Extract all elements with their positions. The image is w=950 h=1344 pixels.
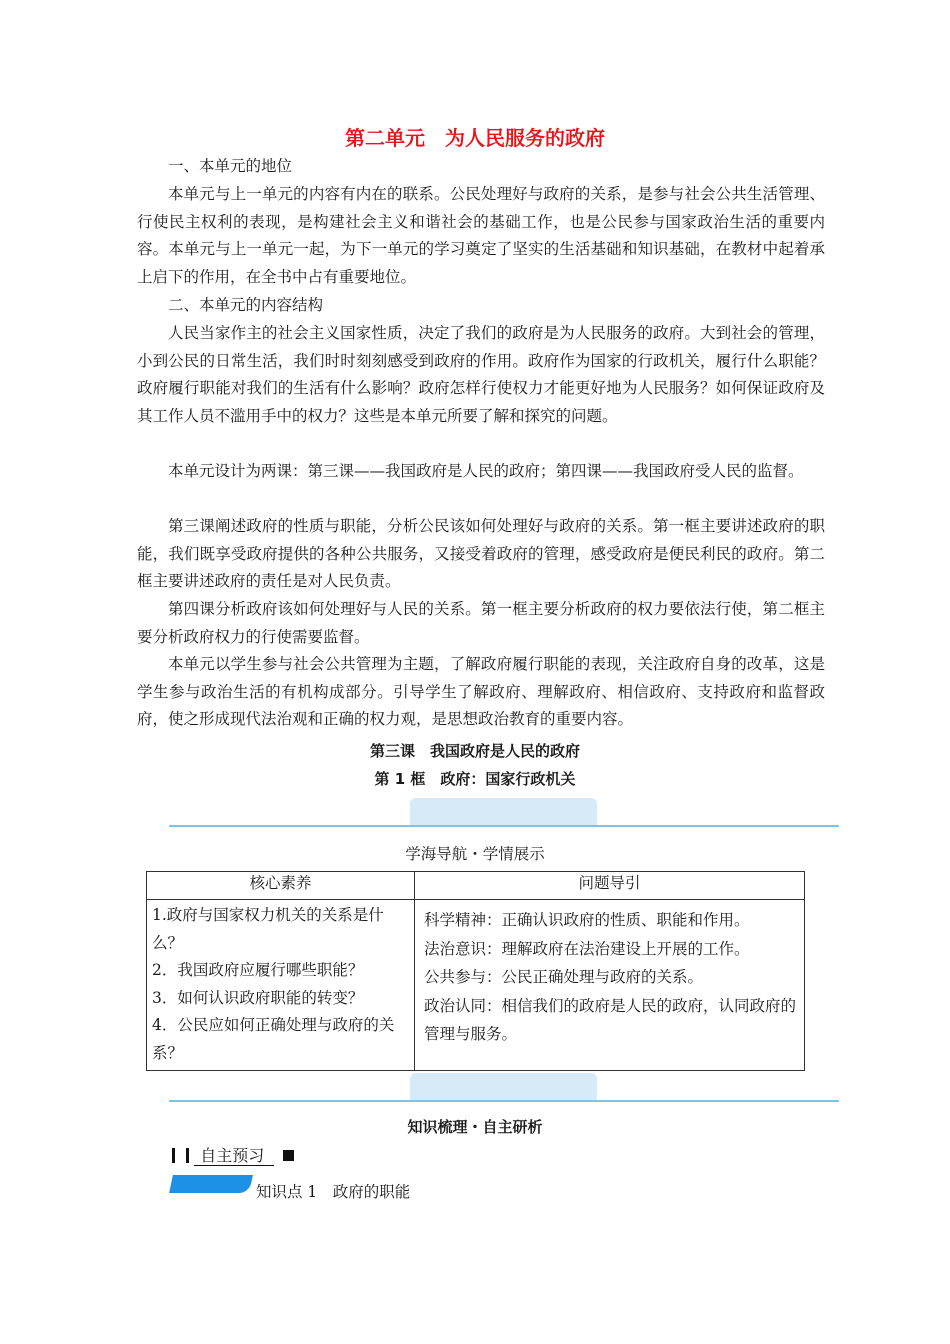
knowledge-point-bar — [169, 1175, 253, 1193]
unit-title: 第二单元 为人民服务的政府 — [345, 126, 605, 150]
section1-heading: 一、本单元的地位 — [168, 157, 293, 175]
table-cell-right — [415, 900, 805, 1071]
section2-paragraph-2: 本单元设计为两课：第三课——我国政府是人民的政府；第四课——我国政府受人民的监督。 — [168, 462, 804, 480]
list-item: 公共参与：公民正确处理与政府的关系。 — [424, 968, 704, 986]
lesson-title: 第三课 我国政府是人民的政府 — [369, 742, 580, 760]
banner-line-2 — [169, 1100, 839, 1102]
frame-title: 第 1 框 政府：国家行政机关 — [374, 770, 576, 788]
list-item: 3．如何认识政府职能的转变？ — [152, 988, 364, 1007]
list-item: 2．我国政府应履行哪些职能？ — [152, 961, 364, 980]
list-item: 法治意识：理解政府在法治建设上开展的工作。 — [424, 939, 750, 958]
section2-paragraph-4: 第四课分析政府该如何处理好与人民的关系。第一框主要分析政府的权力要依法行使，第二框主要分析政府权力的行使需要监督。 — [137, 600, 825, 646]
section2-paragraph-3: 第三课阐述政府的性质与职能，分析公民该如何处理好与政府的关系。第一框主要讲述政府的职能，我们既享受政府提供的各种公共服务，又接受着政府的管理，感受政府是便民利民的政府。第二框主要讲述政府的责任是对人民负责。 — [137, 517, 825, 591]
section-nav-label: 学海导航・学情展示 — [405, 845, 545, 863]
section-knowledge-label: 知识梳理・自主研析 — [407, 1118, 543, 1136]
section1-paragraph: 本单元与上一单元的内容有内在的联系。公民处理好与政府的关系，是参与社会公共生活管理、行使民主权利的表现，是构建社会主义和谐社会的基础工作，也是公民参与国家政治生活的重要内容。本单元与上一单元一起，为下一单元的学习奠定了坚实的生活基础和知识基础，在教材中起着承上启下的作用，在全书中占有重要地位。 — [137, 185, 825, 286]
table-row — [147, 900, 805, 1071]
table-header-core: 核心素养 — [147, 872, 415, 900]
bar-icon — [172, 1148, 175, 1163]
section2-heading: 二、本单元的内容结构 — [168, 296, 324, 314]
self-preview-label: 自主预习 — [194, 1146, 274, 1166]
list-item: 1.政府与国家权力机关的关系是什么？ — [152, 906, 384, 952]
section2-paragraph-1: 人民当家作主的社会主义国家性质，决定了我们的政府是为人民服务的政府。大到社会的管理，小到公民的日常生活，我们时时刻刻感受到政府的作用。政府作为国家的行政机关，履行什么职能？政府履行职能对我们的生活有什么影响？政府怎样行使权力才能更好地为人民服务？如何保证政府及其工作人员不滥用手中的权力？这些是本单元所要了解和探究的问题。 — [137, 324, 825, 425]
table-cell-left — [147, 900, 415, 1071]
self-preview-heading — [172, 1143, 294, 1166]
knowledge-point-label: 知识点 1 政府的职能 — [256, 1183, 411, 1201]
banner-tab-1 — [410, 798, 597, 825]
square-icon — [283, 1150, 294, 1161]
list-item: 科学精神：正确认识政府的性质、职能和作用。 — [424, 911, 750, 929]
section2-paragraph-5: 本单元以学生参与社会公共管理为主题，了解政府履行职能的表现，关注政府自身的改革，这是学生参与政治生活的有机构成部分。引导学生了解政府、理解政府、相信政府、支持政府和监督政府，使之形成现代法治观和正确的权力观，是思想政治教育的重要内容。 — [137, 655, 825, 729]
table-header-row — [147, 872, 805, 900]
list-item: 4．公民应如何正确处理与政府的关系？ — [152, 1016, 395, 1062]
banner-tab-2 — [410, 1073, 597, 1100]
literacy-table — [146, 871, 805, 1071]
list-item: 政治认同：相信我们的政府是人民的政府，认同政府的管理与服务。 — [424, 996, 797, 1043]
banner-line-1 — [169, 825, 839, 827]
bar-icon — [186, 1148, 189, 1163]
table-header-guide: 问题导引 — [415, 872, 805, 900]
